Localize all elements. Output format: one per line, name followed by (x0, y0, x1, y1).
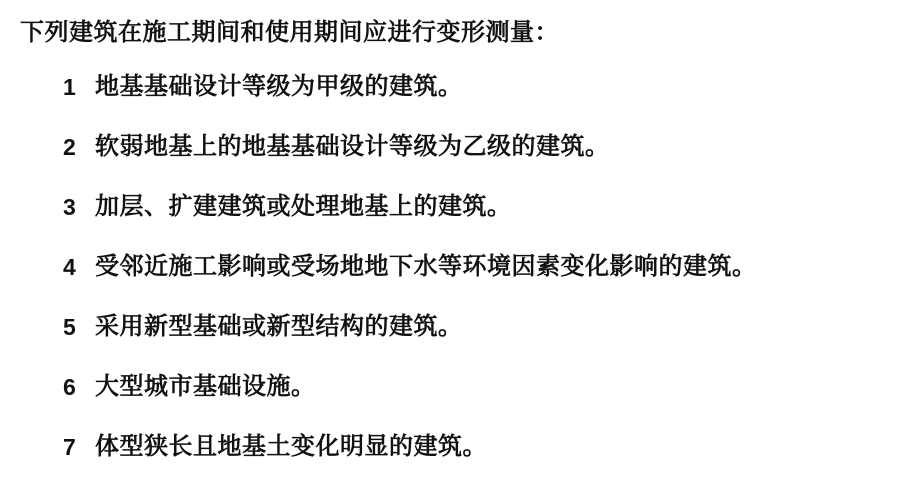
clause-list (20, 73, 880, 461)
clause-text: 受邻近施工影响或受场地地下水等环境因素变化影响的建筑。 (95, 253, 757, 280)
clause-number: 2 (63, 134, 76, 160)
clause-item-3 (63, 193, 880, 221)
clause-text: 加层、扩建建筑或处理地基上的建筑。 (95, 193, 512, 220)
clause-title: 下列建筑在施工期间和使用期间应进行变形测量： (20, 19, 559, 46)
clause-item-4 (63, 253, 880, 281)
clause-item-1 (63, 73, 880, 101)
clause-number: 6 (63, 374, 76, 400)
clause-text: 地基基础设计等级为甲级的建筑。 (95, 73, 463, 100)
clause-number: 3 (63, 194, 76, 220)
clause-item-2 (63, 133, 880, 161)
clause-item-6 (63, 373, 880, 401)
clause-number: 7 (63, 434, 76, 460)
clause-number: 1 (63, 74, 76, 100)
clause-item-5 (63, 313, 880, 341)
clause-text: 采用新型基础或新型结构的建筑。 (95, 313, 463, 340)
clause-text: 软弱地基上的地基基础设计等级为乙级的建筑。 (95, 133, 610, 160)
clause-number: 5 (63, 314, 76, 340)
clause-item-7 (63, 433, 880, 461)
clause-text: 体型狭长且地基土变化明显的建筑。 (95, 433, 487, 460)
clause-number: 4 (63, 254, 76, 280)
clause-text: 大型城市基础设施。 (95, 373, 316, 400)
